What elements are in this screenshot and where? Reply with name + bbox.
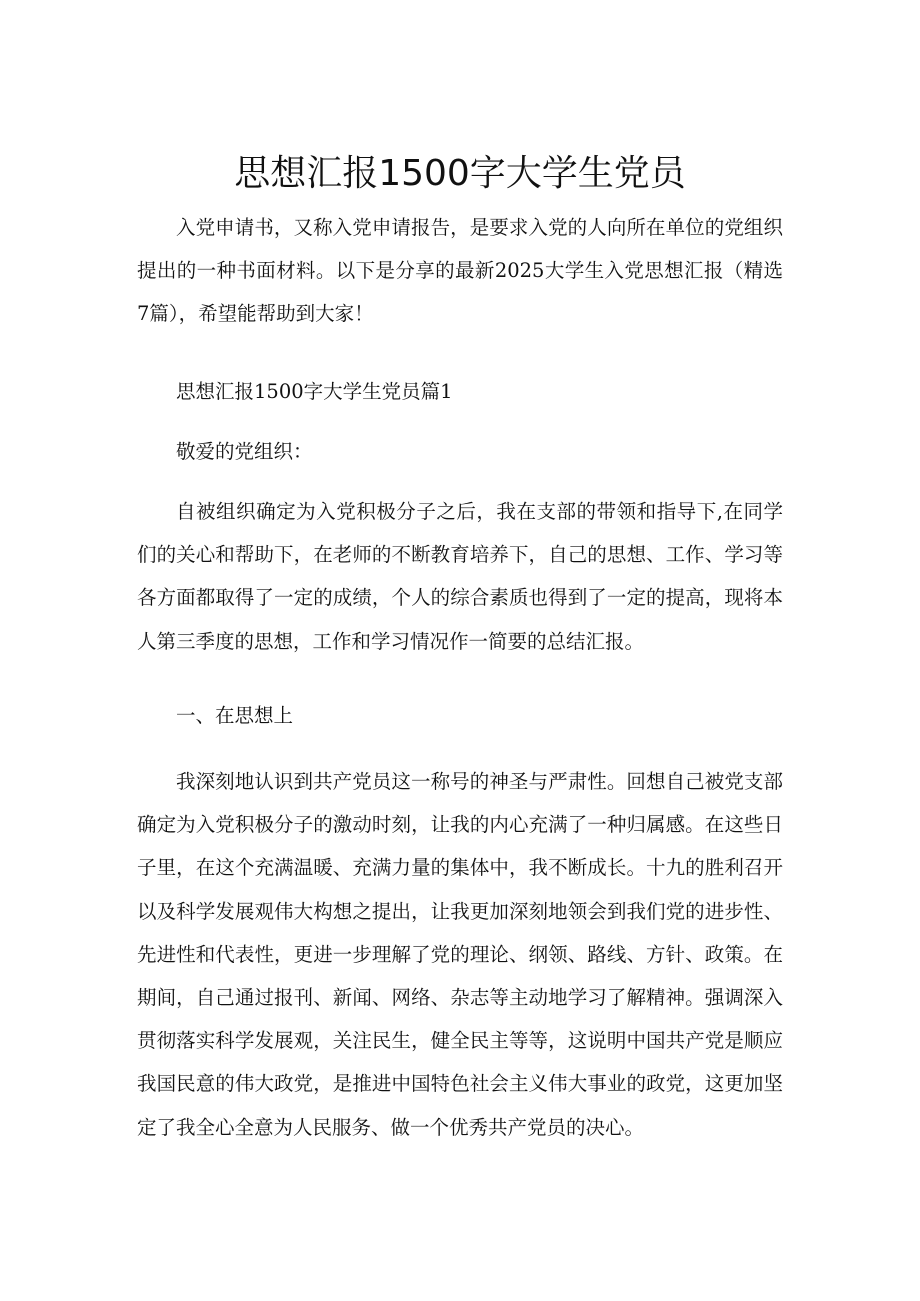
document-title: 思想汇报1500字大学生党员 (234, 153, 686, 194)
ideology-paragraph: 我深刻地认识到共产党员这一称号的神圣与严肃性。回想自己被党支部确定为入党积极分子的激动时刻，让我的内心充满了一种归属感。在这些日子里，在这个充满温暖、充满力量的集体中，我不断成长。十九的胜利召开以及科学发展观伟大构想之提出，让我更加深刻地领会到我们党的进步性、先进性和代表性，更进一步理解了党的理论、纲领、路线、方针、政策。在期间，自己通过报刊、新闻、网络、杂志等主动地学习了解精神。强调深入贯彻落实科学发展观，关注民生，健全民主等等，这说明中国共产党是顺应我国民意的伟大政党，是推进中国特色社会主义伟大事业的政党，这更加坚定了我全心全意为人民服务、做一个优秀共产党员的决心。 (137, 770, 783, 1139)
opening-paragraph: 自被组织确定为入党积极分子之后，我在支部的带领和指导下,在同学们的关心和帮助下，在老师的不断教育培养下，自己的思想、工作、学习等各方面都取得了一定的成绩，个人的综合素质也得到了一定的提高，现将本人第三季度的思想，工作和学习情况作一简要的总结汇报。 (137, 500, 783, 653)
salutation: 敬爱的党组织： (176, 440, 313, 463)
section-title: 思想汇报1500字大学生党员篇1 (176, 380, 453, 403)
heading-ideology: 一、在思想上 (176, 704, 294, 727)
intro-paragraph: 入党申请书，又称入党申请报告，是要求入党的人向所在单位的党组织提出的一种书面材料。以下是分享的最新2025大学生入党思想汇报（精选7篇），希望能帮助到大家！ (137, 216, 783, 326)
